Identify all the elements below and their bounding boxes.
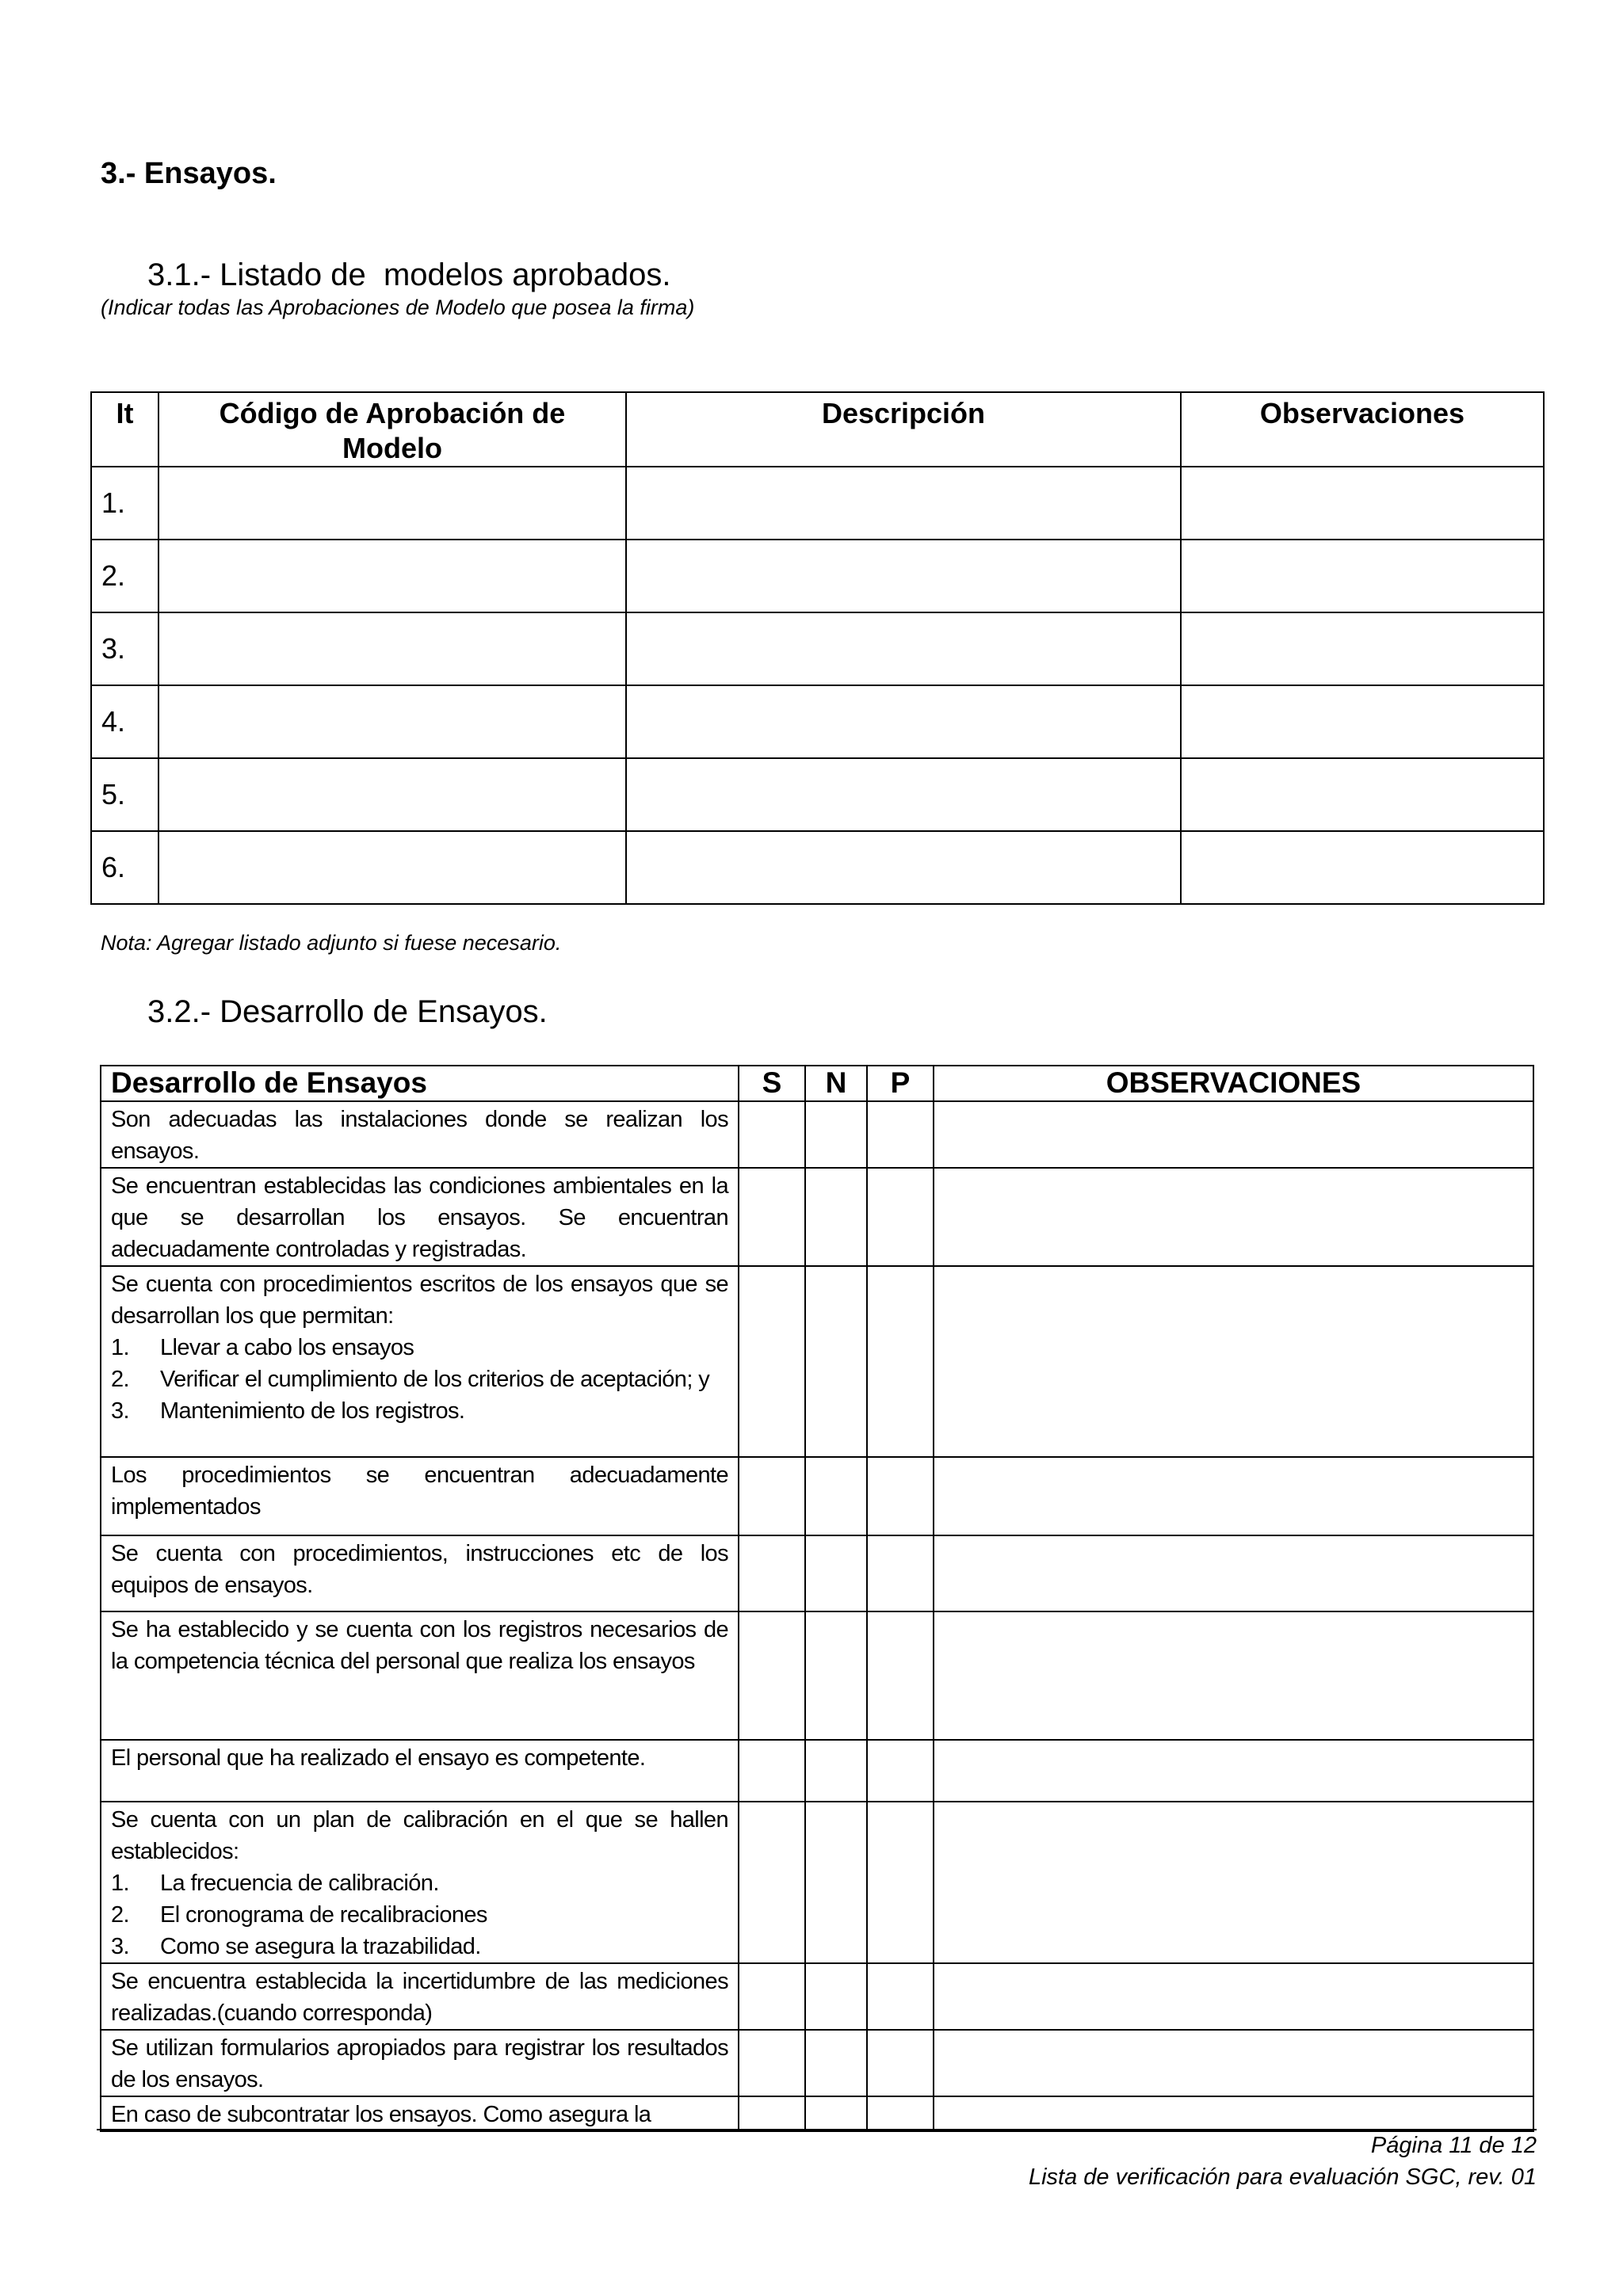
cell-n[interactable] [805,2096,867,2131]
list-item-text: El cronograma de recalibraciones [160,1902,487,1928]
header-development: Desarrollo de Ensayos [101,1066,739,1101]
cell-description[interactable] [626,758,1181,831]
list-item-text: Mantenimiento de los registros. [160,1398,465,1424]
question-text: Se cuenta con procedimientos escritos de los ensayos que se desarrollan los que permitan: [111,1272,728,1329]
question-sublist [111,1867,728,1962]
question-sublist [111,1332,728,1427]
cell-description[interactable] [626,685,1181,758]
cell-p[interactable] [867,1457,934,1535]
header-description: Descripción [626,392,1181,467]
cell-n[interactable] [805,1802,867,1963]
cell-n[interactable] [805,1266,867,1457]
row-number: 6. [91,831,158,904]
checklist-row [101,1802,1533,1963]
list-item [111,1395,728,1427]
cell-s[interactable] [739,1611,805,1740]
table-note: Nota: Agregar listado adjunto si fuese necesario. [101,931,562,955]
cell-observations[interactable] [1181,467,1544,540]
row-number: 2. [91,540,158,612]
approved-models-table [90,391,1545,905]
checklist-question [101,1740,739,1802]
cell-approval-code[interactable] [158,612,626,685]
checklist-row [101,1101,1533,1168]
checklist-row [101,1611,1533,1740]
header-p: P [867,1066,934,1101]
cell-description[interactable] [626,831,1181,904]
cell-observations[interactable] [934,1740,1533,1802]
checklist-question [101,1168,739,1266]
question-text: El personal que ha realizado el ensayo es competente. [111,1745,646,1771]
subsection-instruction: (Indicar todas las Aprobaciones de Modelo que posea la firma) [101,296,695,319]
cell-n[interactable] [805,1963,867,2030]
cell-observations[interactable] [934,1457,1533,1535]
cell-observations[interactable] [1181,540,1544,612]
list-item [111,1363,728,1395]
cell-s[interactable] [739,1535,805,1611]
question-text: Se cuenta con un plan de calibración en el que se hallen establecidos: [111,1807,728,1864]
cell-description[interactable] [626,467,1181,540]
cell-p[interactable] [867,1266,934,1457]
subsection-title-models: 3.1.- Listado de modelos aprobados. [147,257,671,292]
cell-approval-code[interactable] [158,467,626,540]
test-development-checklist [100,1065,1534,2132]
checklist-question [101,2096,739,2131]
checklist-question [101,1963,739,2030]
checklist-row [101,2096,1533,2131]
row-number: 3. [91,612,158,685]
cell-observations[interactable] [934,1266,1533,1457]
table-row [91,758,1544,831]
table-header-row [91,392,1544,467]
cell-p[interactable] [867,2030,934,2096]
cell-n[interactable] [805,1740,867,1802]
cell-p[interactable] [867,1740,934,1802]
cell-approval-code[interactable] [158,540,626,612]
question-text: Se encuentra establecida la incertidumbre de las mediciones realizadas.(cuando corresponda) [111,1969,728,2026]
question-text: Se cuenta con procedimientos, instrucciones etc de los equipos de ensayos. [111,1541,728,1598]
table-row [91,831,1544,904]
cell-n[interactable] [805,1168,867,1266]
checklist-question [101,1266,739,1457]
question-text: Los procedimientos se encuentran adecuadamente implementados [111,1463,728,1520]
cell-observations[interactable] [934,1168,1533,1266]
list-item-text: Llevar a cabo los ensayos [160,1335,414,1360]
cell-observations[interactable] [1181,758,1544,831]
checklist-row [101,1266,1533,1457]
cell-s[interactable] [739,1740,805,1802]
list-item [111,1899,728,1931]
header-observations: Observaciones [1181,392,1544,467]
list-item-number: 1. [111,1335,129,1360]
cell-approval-code[interactable] [158,758,626,831]
checklist-row [101,2030,1533,2096]
cell-observations[interactable] [934,1101,1533,1168]
cell-n[interactable] [805,1457,867,1535]
checklist-row [101,1535,1533,1611]
cell-p[interactable] [867,1101,934,1168]
cell-s[interactable] [739,1266,805,1457]
checklist-row [101,1963,1533,2030]
cell-p[interactable] [867,1963,934,2030]
cell-description[interactable] [626,540,1181,612]
checklist-question [101,1101,739,1168]
question-text: Se ha establecido y se cuenta con los registros necesarios de la competencia técnica del personal que realiza los ensayos [111,1617,728,1674]
cell-observations[interactable] [1181,612,1544,685]
list-item [111,1931,728,1962]
header-approval-code: Código de Aprobación de Modelo [158,392,626,467]
cell-approval-code[interactable] [158,831,626,904]
cell-observations[interactable] [934,1535,1533,1611]
list-item-number: 2. [111,1367,129,1392]
cell-observations[interactable] [934,1802,1533,1963]
question-text: Son adecuadas las instalaciones donde se realizan los ensayos. [111,1107,728,1164]
checklist-row [101,1740,1533,1802]
cell-p[interactable] [867,2096,934,2131]
list-item-text: Verificar el cumplimiento de los criterios de aceptación; y [160,1367,710,1392]
header-s: S [739,1066,805,1101]
table-row [91,612,1544,685]
checklist-question [101,2030,739,2096]
cell-description[interactable] [626,612,1181,685]
list-item [111,1867,728,1899]
checklist-question [101,1802,739,1963]
checklist-question [101,1457,739,1535]
subsection-title-tests: 3.2.- Desarrollo de Ensayos. [147,994,548,1029]
checklist-row [101,1457,1533,1535]
cell-approval-code[interactable] [158,685,626,758]
row-number: 1. [91,467,158,540]
cell-observations[interactable] [934,1611,1533,1740]
cell-s[interactable] [739,1168,805,1266]
footer-divider [97,2129,1537,2130]
footer-page-number: Página 11 de 12 [1370,2133,1537,2158]
header-n: N [805,1066,867,1101]
cell-n[interactable] [805,1535,867,1611]
cell-observations[interactable] [934,1963,1533,2030]
list-item-number: 3. [111,1934,129,1959]
checklist-row [101,1168,1533,1266]
cell-n[interactable] [805,1611,867,1740]
cell-observations[interactable] [1181,831,1544,904]
list-item-text: Como se asegura la trazabilidad. [160,1934,481,1959]
cell-p[interactable] [867,1611,934,1740]
cell-observations[interactable] [934,2096,1533,2131]
list-item-text: La frecuencia de calibración. [160,1871,439,1896]
cell-n[interactable] [805,1101,867,1168]
checklist-question [101,1611,739,1740]
cell-s[interactable] [739,2096,805,2131]
table-row [91,467,1544,540]
row-number: 5. [91,758,158,831]
cell-s[interactable] [739,1802,805,1963]
list-item-number: 3. [111,1398,129,1424]
footer-document-title: Lista de verificación para evaluación SGC, rev. 01 [1028,2164,1537,2190]
question-text: Se encuentran establecidas las condiciones ambientales en la que se desarrollan los ensayos. Se encuentran adecuadamente controladas y registradas. [111,1173,728,1262]
cell-p[interactable] [867,1168,934,1266]
question-text: Se utilizan formularios apropiados para registrar los resultados de los ensayos. [111,2035,728,2092]
checklist-question [101,1535,739,1611]
list-item [111,1332,728,1363]
cell-s[interactable] [739,1457,805,1535]
table-header-row [101,1066,1533,1101]
list-item-number: 1. [111,1871,129,1896]
cell-s[interactable] [739,1101,805,1168]
cell-observations[interactable] [934,2030,1533,2096]
header-observations: OBSERVACIONES [934,1066,1533,1101]
cell-p[interactable] [867,1535,934,1611]
cell-s[interactable] [739,1963,805,2030]
cell-s[interactable] [739,2030,805,2096]
row-number: 4. [91,685,158,758]
header-it: It [91,392,158,467]
cell-n[interactable] [805,2030,867,2096]
question-text: En caso de subcontratar los ensayos. Como asegura la [111,2102,651,2127]
section-title: 3.- Ensayos. [101,157,277,190]
table-row [91,540,1544,612]
cell-observations[interactable] [1181,685,1544,758]
list-item-number: 2. [111,1902,129,1928]
cell-p[interactable] [867,1802,934,1963]
table-row [91,685,1544,758]
